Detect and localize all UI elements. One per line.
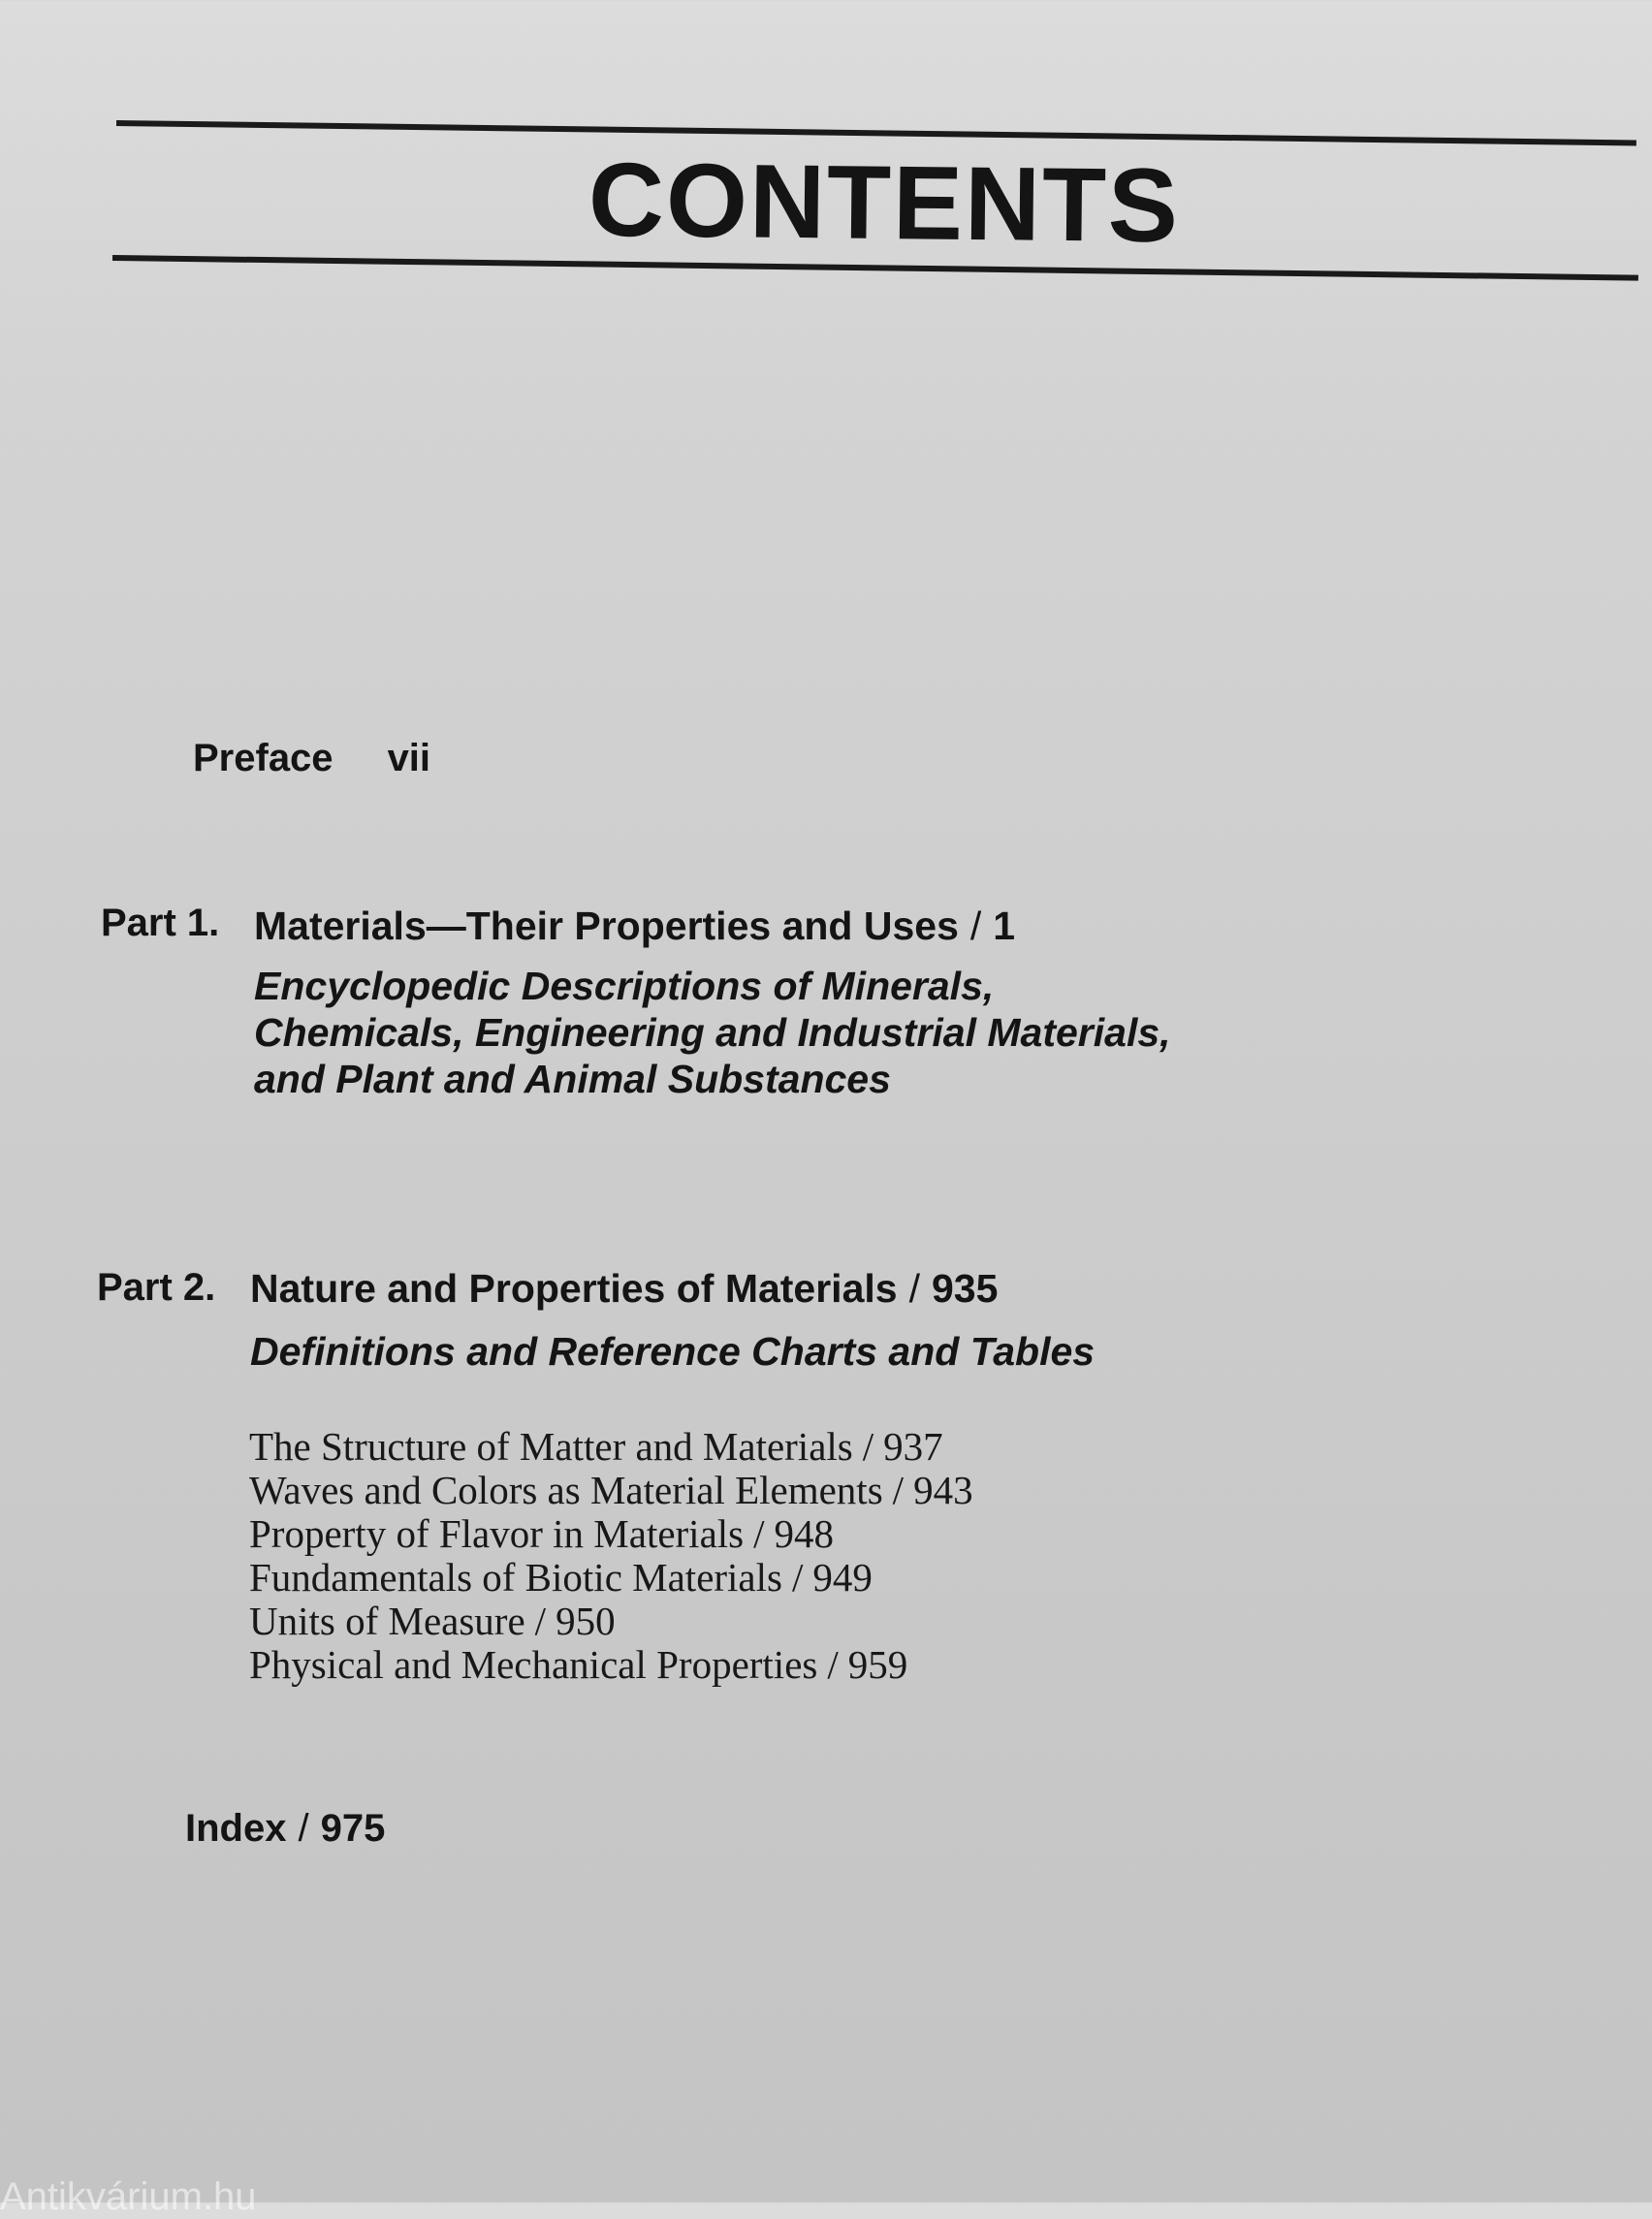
part-2-subtitle-line: Definitions and Reference Charts and Tables [250,1329,1096,1374]
index-entry [185,1807,385,1851]
part-1-label: Part 1. [101,902,220,944]
part-2-separator: / [908,1266,920,1311]
part-2-subtitle [250,1328,1095,1375]
part-2-title: Nature and Properties of Materials [250,1266,898,1311]
section-title: The Structure of Matter and Materials [249,1424,853,1469]
section-title: Physical and Mechanical Properties [249,1642,818,1687]
part-2-page: 935 [931,1266,999,1311]
part-1-separator: / [969,903,982,948]
section-entry [249,1556,973,1600]
part-2-title-line [250,1266,998,1312]
watermark: Antikvárium.hu [0,2175,257,2218]
part-1-title: Materials—Their Properties and Uses [254,903,959,948]
section-page: 950 [556,1599,616,1643]
section-entry [249,1512,973,1556]
index-separator: / [298,1807,309,1850]
section-title: Fundamentals of Biotic Materials [249,1555,782,1600]
section-separator: / [862,1424,874,1469]
section-separator: / [791,1555,804,1600]
section-separator: / [753,1511,765,1556]
section-separator: / [534,1599,547,1643]
part-1-subtitle-line: and Plant and Animal Substances [254,1057,891,1101]
page-title: CONTENTS [588,140,1181,265]
part-1-subtitle [254,963,1171,1102]
section-page: 949 [812,1555,873,1600]
section-entry [249,1469,973,1512]
section-page: 943 [913,1468,973,1512]
part-1-subtitle-line: Chemicals, Engineering and Industrial Materials, [254,1010,1171,1055]
section-entry [249,1643,973,1687]
section-page: 937 [883,1424,943,1469]
section-separator: / [892,1468,905,1512]
part-1-subtitle-line: Encyclopedic Descriptions of Minerals, [254,964,995,1008]
section-title: Units of Measure [249,1599,525,1643]
part-1-title-line [254,903,1015,949]
section-entry [249,1600,973,1643]
section-title: Property of Flavor in Materials [249,1511,745,1556]
preface-page: vii [387,737,431,779]
section-page: 959 [847,1642,908,1687]
index-label: Index [185,1807,287,1850]
section-entry [249,1425,973,1469]
section-separator: / [827,1642,839,1687]
section-page: 948 [774,1511,835,1556]
part-2-label: Part 2. [97,1266,216,1309]
preface-label: Preface [193,737,334,779]
part-1-page: 1 [993,903,1016,948]
preface-entry [193,737,430,780]
section-title: Waves and Colors as Material Elements [249,1468,883,1512]
index-page: 975 [320,1807,386,1850]
part-2-section-list [249,1425,973,1687]
